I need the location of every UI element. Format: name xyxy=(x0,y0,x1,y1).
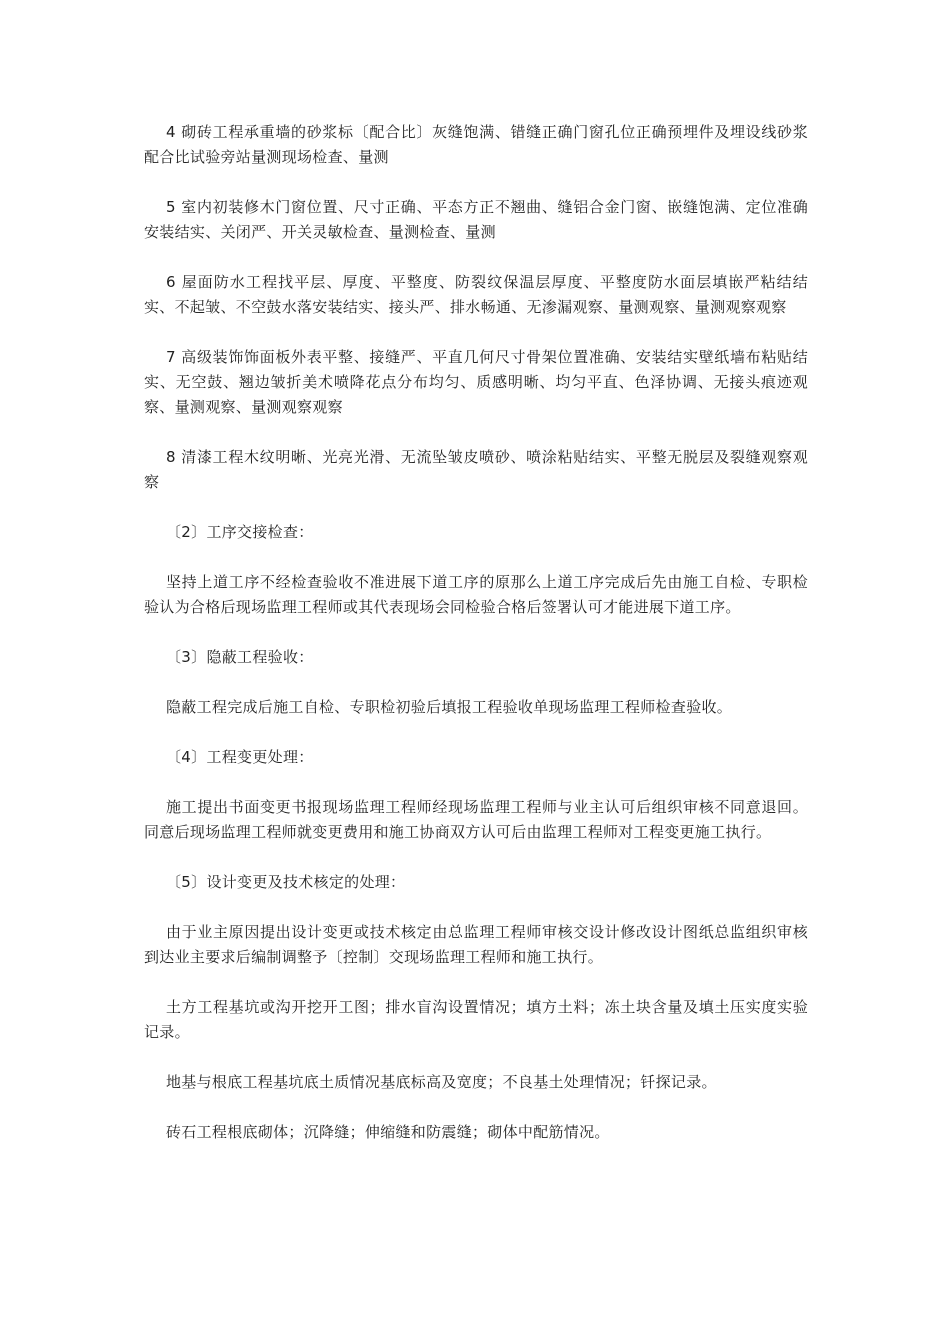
section-heading-concealed-work: 〔3〕隐蔽工程验收： xyxy=(166,648,314,666)
section-heading-change-handling: 〔4〕工程变更处理： xyxy=(166,748,314,766)
paragraph-roof-waterproof-item: 6 屋面防水工程找平层、厚度、平整度、防裂纹保温层厚度、平整度防水面层填嵌严粘结结实、不起皱、不空鼓水落安装结实、接头严、排水畅通、无渗漏观察、量测观察、量测观察观察 xyxy=(144,273,808,316)
section-heading-design-change: 〔5〕设计变更及技术核定的处理： xyxy=(166,873,406,891)
paragraph-process-handover: 坚持上道工序不经检查验收不准进展下道工序的原那么上道工序完成后先由施工自检、专职检验认为合格后现场监理工程师或其代表现场会同检验合格后签署认可才能进展下道工序。 xyxy=(144,573,808,616)
paragraph-concealed-work: 隐蔽工程完成后施工自检、专职检初验后填报工程验收单现场监理工程师检查验收。 xyxy=(166,698,733,716)
paragraph-foundation: 地基与根底工程基坑底土质情况基底标高及宽度；不良基土处理情况；钎探记录。 xyxy=(166,1073,717,1091)
section-heading-process-handover: 〔2〕工序交接检查： xyxy=(166,523,314,541)
paragraph-decoration-item: 7 高级装饰饰面板外表平整、接缝严、平直几何尺寸骨架位置准确、安装结实壁纸墙布粘贴结实、无空鼓、翘边皱折美术喷降花点分布均匀、质感明晰、均匀平直、色泽协调、无接头痕迹观察、量测观察、量测观察观察 xyxy=(144,348,808,416)
paragraph-design-change: 由于业主原因提出设计变更或技术核定由总监理工程师审核交设计修改设计图纸总监组织审核到达业主要求后编制调整予〔控制〕交现场监理工程师和施工执行。 xyxy=(144,923,808,966)
paragraph-earthwork: 土方工程基坑或沟开挖开工图；排水盲沟设置情况；填方土料；冻土块含量及填土压实度实验记录。 xyxy=(144,998,808,1041)
paragraph-masonry-item: 4 砌砖工程承重墙的砂浆标〔配合比〕灰缝饱满、错缝正确门窗孔位正确预埋件及埋设线砂浆配合比试验旁站量测现场检查、量测 xyxy=(144,123,808,166)
document-body xyxy=(144,120,808,1170)
paragraph-interior-finish-item: 5 室内初装修木门窗位置、尺寸正确、平态方正不翘曲、缝铝合金门窗、嵌缝饱满、定位准确安装结实、关闭严、开关灵敏检查、量测检查、量测 xyxy=(144,198,808,241)
paragraph-masonry-foundation: 砖石工程根底砌体；沉降缝；伸缩缝和防震缝；砌体中配筋情况。 xyxy=(166,1123,610,1141)
paragraph-change-handling: 施工提出书面变更书报现场监理工程师经现场监理工程师与业主认可后组织审核不同意退回。同意后现场监理工程师就变更费用和施工协商双方认可后由监理工程师对工程变更施工执行。 xyxy=(144,798,808,841)
paragraph-varnish-item: 8 清漆工程木纹明晰、光亮光滑、无流坠皱皮喷砂、喷涂粘贴结实、平整无脱层及裂缝观察观察 xyxy=(144,448,808,491)
